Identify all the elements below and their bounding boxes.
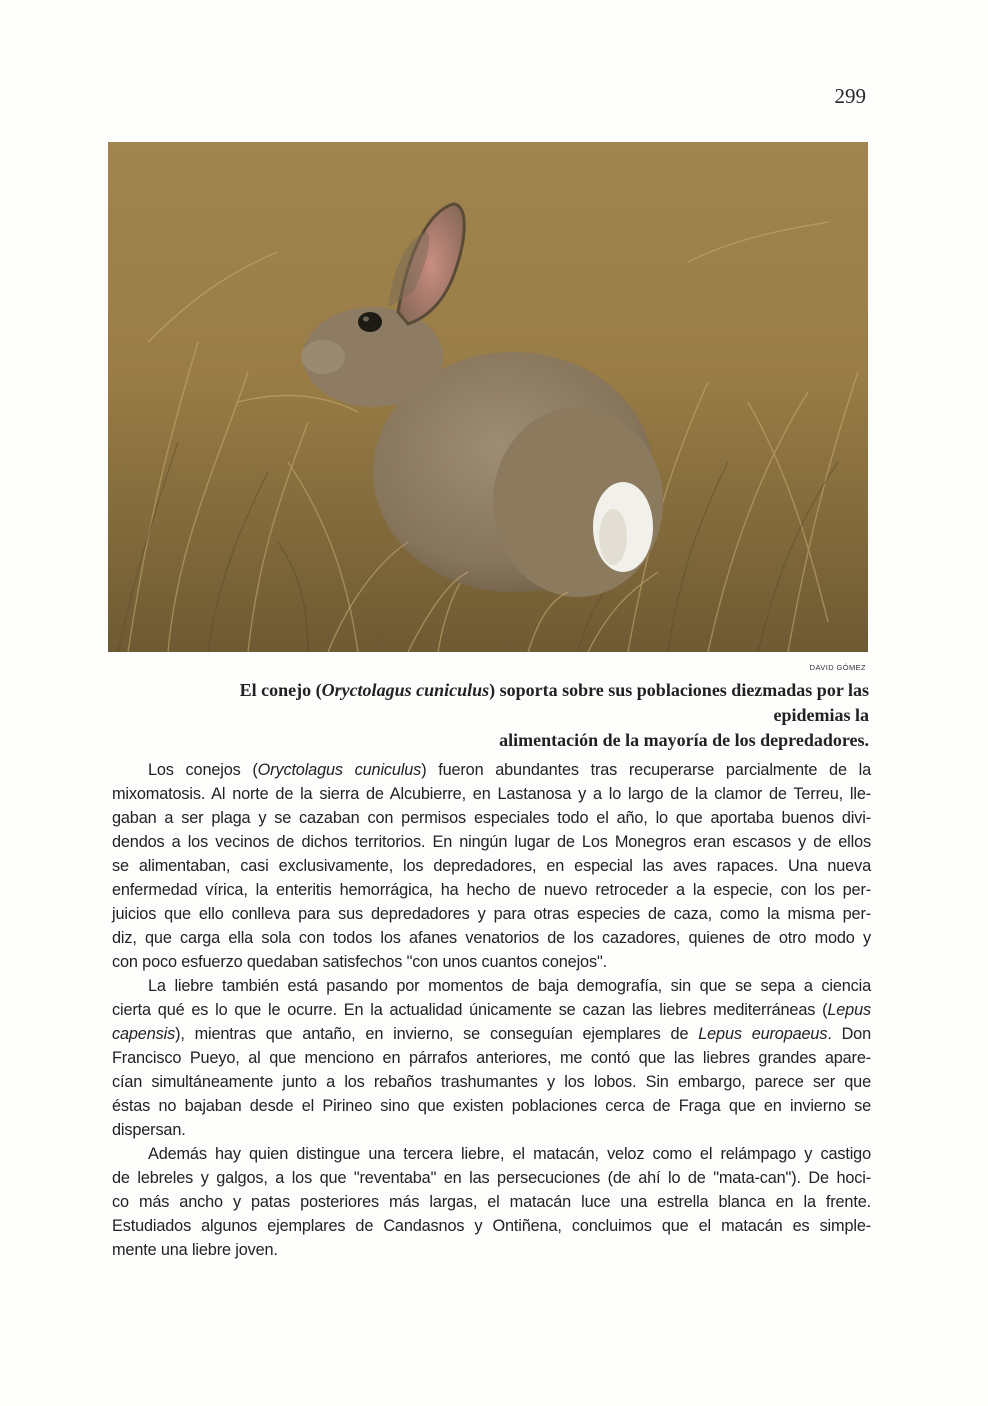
caption-line-1: El conejo (Oryctolagus cuniculus) soporta sobre sus poblaciones diezmadas por las epidemias la [239,680,869,725]
paragraph-conejos: Los conejos (Oryctolagus cuniculus) fueron abundantes tras recuperarse parcialmente de la mixomatosis. Al norte de la sierra de Alcubierre, en Lastanosa y a lo largo de la clamor de Terreu, lle- gaban a ser plaga y se cazaban con permisos especiales todo el año, lo que aportaba buenos divi- dendos a los vecinos de dichos territorios. En ningún lugar de Los Monegros eran escasos y de ellos se alimentaban, casi exclusivamente, los depredadores, en especial las aves rapaces. Una nueva enfermedad vírica, la enteritis hemorrágica, ha hecho de nuevo retroceder a la especie, con los per- juicios que ello conlleva para sus depredadores y para otras especies de caza, como la misma per- diz, que carga ella sola con todos los afanes venatorios de los cazadores, quienes de otro modo y con poco esfuerzo quedaban satisfechos "con unos cuantos conejos". [112,761,872,971]
photo-credit: DAVID GÓMEZ [809,663,866,672]
paragraph-matacan: Además hay quien distingue una tercera liebre, el matacán, veloz como el relámpago y castigo de lebreles y galgos, a los que "reventaba" en las persecuciones (de ahí lo de "mata-can"). De hoci- co más ancho y patas posteriores más largas, el matacán luce una estrella blanca en la frente. Estudiados algunos ejemplares de Candasnos y Ontiñena, concluimos que el matacán es simple- mente una liebre joven. [112,1145,871,1259]
rabbit-photo [108,142,868,652]
caption-line-2: alimentación de la mayoría de los depredadores. [499,730,869,750]
photo-caption [165,678,869,753]
paragraph-liebre: La liebre también está pasando por momentos de baja demografía, sin que se sepa a ciencia cierta qué es lo que le ocurre. En la actualidad únicamente se cazan las liebres mediterráneas (Lepus capensis), mientras que antaño, en invierno, se conseguían ejemplares de Lepus europaeus. Don Francisco Pueyo, al que menciono en párrafos anteriores, me contó que las liebres grandes apare- cían simultáneamente junto a los rebaños trashumantes y los lobos. Sin embargo, parece ser que éstas no bajaban desde el Pirineo sino que existen poblaciones cerca de Fraga que en invierno se dispersan. [112,977,871,1139]
body-text [112,758,871,1262]
page-number: 299 [834,84,866,108]
